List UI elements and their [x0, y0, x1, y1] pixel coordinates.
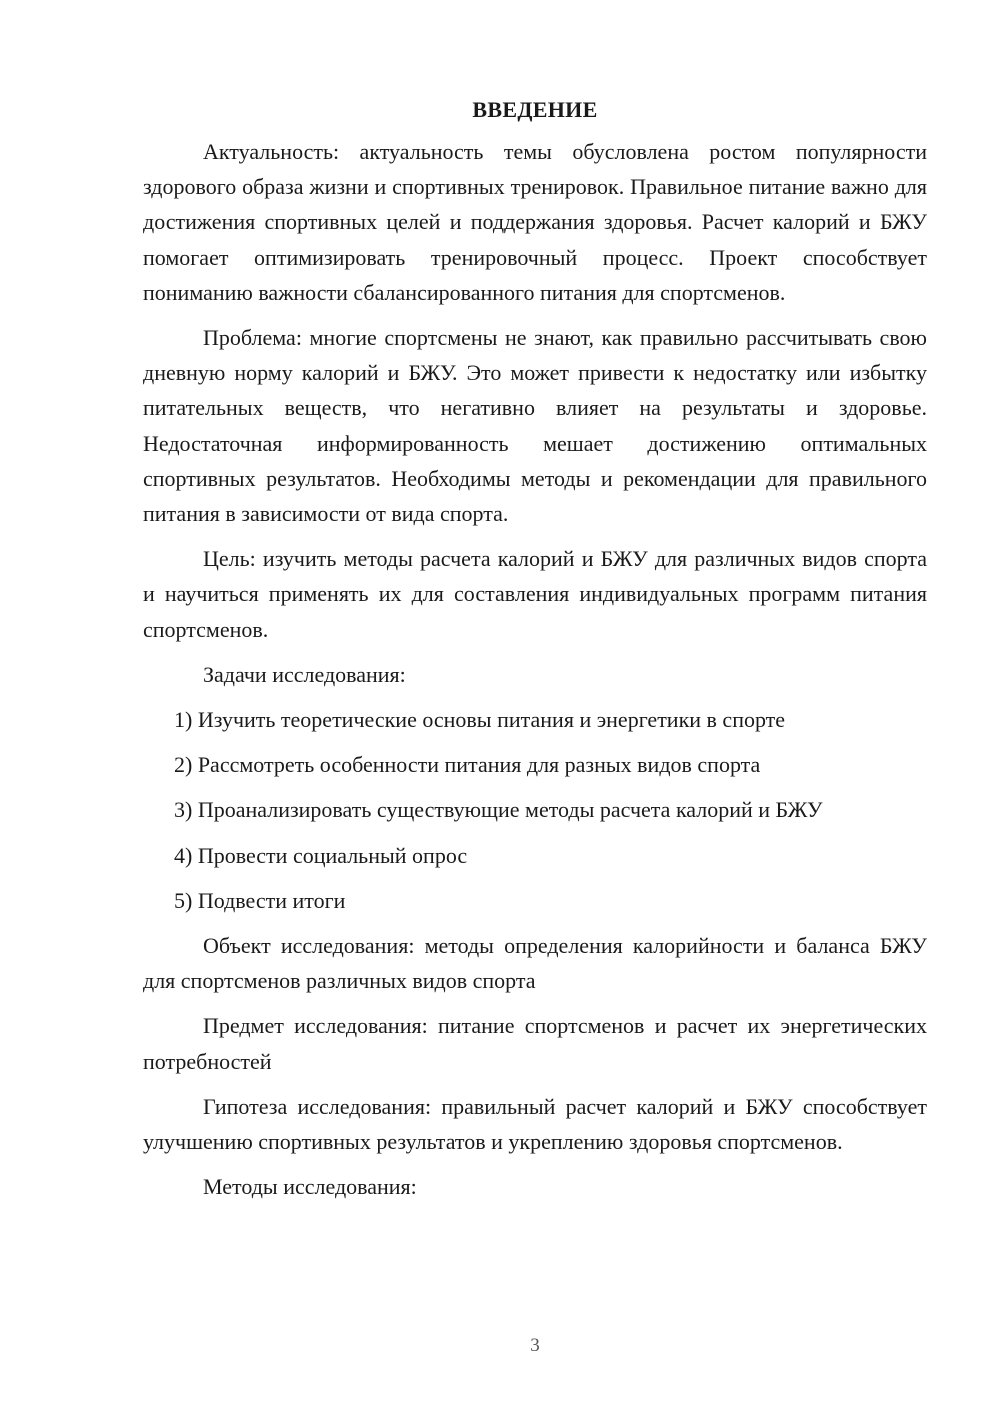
page-number: 3 — [530, 1335, 540, 1356]
task-item: 3) Проанализировать существующие методы расчета калорий и БЖУ — [174, 797, 823, 823]
section-title: ВВЕДЕНИЕ — [472, 97, 598, 122]
task-item: 4) Провести социальный опрос — [174, 842, 468, 868]
task-item: 2) Рассмотреть особенности питания для разных видов спорта — [174, 752, 761, 778]
task-item: 5) Подвести итоги — [174, 887, 346, 913]
paragraph-hypothesis: Гипотеза исследования: правильный расчет калорий и БЖУ способствует улучшению спортивных результатов и укреплению здоровья спортсменов. — [143, 1093, 927, 1155]
paragraph-problem: Проблема: многие спортсмены не знают, как правильно рассчитывать свою дневную норму калорий и БЖУ. Это может привести к недостатку или избытку питательных веществ, что негативно влияет на результаты и здоровье. Недостаточная информированность мешает достижению оптимальных спортивных результатов. Необходимы методы и рекомендации для правильного питания в зависимости от вида спорта. — [143, 325, 927, 527]
tasks-list — [143, 702, 927, 918]
tasks-heading: Задачи исследования: — [203, 661, 406, 687]
paragraph-object: Объект исследования: методы определения калорийности и баланса БЖУ для спортсменов различных видов спорта — [143, 933, 927, 994]
paragraph-relevance: Актуальность: актуальность темы обусловлена ростом популярности здорового образа жизни и спортивных тренировок. Правильное питание важно для достижения спортивных целей и поддержания здоровья. Расчет калорий и БЖУ помогает оптимизировать тренировочный процесс. Проект способствует пониманию важности сбалансированного питания для спортсменов. — [143, 139, 927, 305]
document-page — [143, 92, 927, 1214]
paragraph-subject: Предмет исследования: питание спортсменов и расчет их энергетических потребностей — [143, 1013, 927, 1074]
methods-heading: Методы исследования: — [203, 1174, 417, 1200]
task-item: 1) Изучить теоретические основы питания и энергетики в спорте — [174, 707, 786, 733]
paragraph-goal: Цель: изучить методы расчета калорий и БЖУ для различных видов спорта и научиться применять их для составления индивидуальных программ питания спортсменов. — [143, 546, 927, 642]
